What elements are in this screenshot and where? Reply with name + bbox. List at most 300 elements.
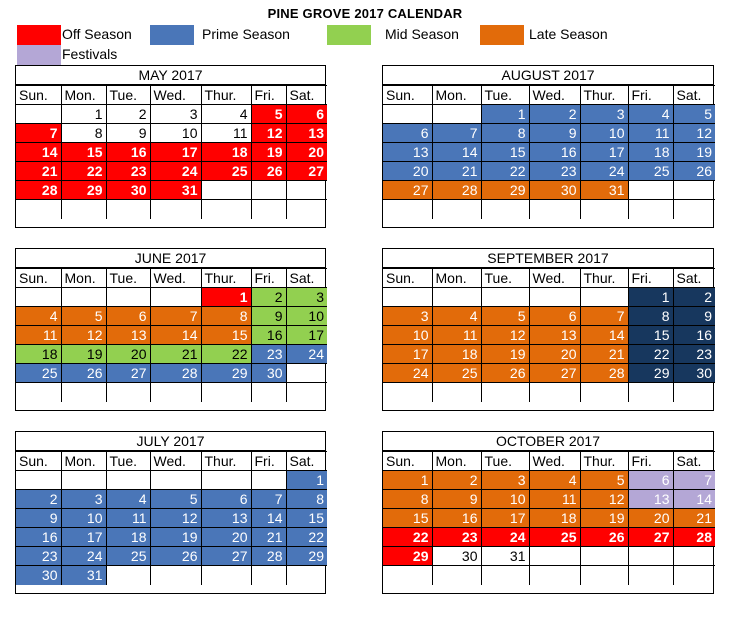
- day-cell: 29: [628, 364, 673, 383]
- month-title: AUGUST 2017: [383, 66, 713, 85]
- empty-cell: [432, 566, 481, 585]
- day-cell: 6: [286, 105, 327, 124]
- empty-cell: [481, 566, 529, 585]
- weekday-header-thu: Thur.: [580, 452, 628, 471]
- day-cell: 12: [150, 509, 201, 528]
- legend-swatch: [150, 25, 194, 45]
- day-cell: 29: [201, 364, 251, 383]
- day-cell: 22: [383, 528, 432, 547]
- calendar-june: [15, 248, 326, 411]
- day-cell: 5: [673, 105, 715, 124]
- weekday-header-thu: Thur.: [201, 86, 251, 105]
- empty-cell: [529, 288, 580, 307]
- weekday-header-fri: Fri.: [251, 452, 286, 471]
- day-cell: 28: [673, 528, 715, 547]
- month-grid: [16, 85, 327, 219]
- day-cell: 7: [150, 307, 201, 326]
- week-row: [16, 566, 327, 585]
- weekday-header-mon: Mon.: [61, 452, 106, 471]
- weekday-header-fri: Fri.: [251, 86, 286, 105]
- day-cell: 8: [61, 124, 106, 143]
- day-cell: 6: [628, 471, 673, 490]
- week-row: [16, 105, 327, 124]
- day-cell: 22: [481, 162, 529, 181]
- calendar-august: [382, 65, 714, 228]
- empty-cell: [580, 547, 628, 566]
- day-cell: 5: [481, 307, 529, 326]
- day-cell: 17: [580, 143, 628, 162]
- day-cell: 3: [150, 105, 201, 124]
- legend-label: Prime Season: [202, 26, 290, 42]
- weekday-header-wed: Wed.: [529, 269, 580, 288]
- day-cell: 20: [286, 143, 327, 162]
- weekday-header-row: [383, 269, 715, 288]
- empty-cell: [580, 200, 628, 219]
- empty-cell: [628, 200, 673, 219]
- empty-cell: [201, 566, 251, 585]
- day-cell: 25: [106, 547, 150, 566]
- week-row: [383, 509, 715, 528]
- day-cell: 23: [673, 345, 715, 364]
- day-cell: 27: [201, 547, 251, 566]
- week-row: [383, 162, 715, 181]
- day-cell: 18: [432, 345, 481, 364]
- month-grid: [16, 268, 327, 402]
- day-cell: 24: [61, 547, 106, 566]
- empty-cell: [16, 105, 61, 124]
- week-row: [16, 547, 327, 566]
- week-row: [383, 200, 715, 219]
- day-cell: 22: [286, 528, 327, 547]
- day-cell: 18: [201, 143, 251, 162]
- empty-cell: [61, 200, 106, 219]
- day-cell: 31: [61, 566, 106, 585]
- weekday-header-wed: Wed.: [150, 86, 201, 105]
- legend-swatch: [327, 25, 371, 45]
- day-cell: 8: [286, 490, 327, 509]
- week-row: [383, 143, 715, 162]
- empty-cell: [580, 383, 628, 402]
- week-row: [16, 490, 327, 509]
- day-cell: 6: [529, 307, 580, 326]
- empty-cell: [529, 200, 580, 219]
- empty-cell: [286, 364, 327, 383]
- weekday-header-mon: Mon.: [61, 269, 106, 288]
- day-cell: 10: [481, 490, 529, 509]
- weekday-header-sun: Sun.: [383, 269, 432, 288]
- day-cell: 30: [106, 181, 150, 200]
- weekday-header-row: [383, 86, 715, 105]
- weekday-header-tue: Tue.: [481, 452, 529, 471]
- week-row: [383, 566, 715, 585]
- calendar-september: [382, 248, 714, 411]
- empty-cell: [251, 383, 286, 402]
- day-cell: 13: [383, 143, 432, 162]
- month-grid: [383, 268, 715, 402]
- day-cell: 31: [481, 547, 529, 566]
- weekday-header-thu: Thur.: [580, 86, 628, 105]
- month-title: SEPTEMBER 2017: [383, 249, 713, 268]
- day-cell: 19: [481, 345, 529, 364]
- calendar-july: [15, 431, 326, 594]
- day-cell: 8: [201, 307, 251, 326]
- legend-item-mid-season: [327, 25, 477, 45]
- day-cell: 10: [580, 124, 628, 143]
- day-cell: 17: [481, 509, 529, 528]
- empty-cell: [580, 288, 628, 307]
- empty-cell: [106, 200, 150, 219]
- day-cell: 21: [251, 528, 286, 547]
- weekday-header-sat: Sat.: [286, 269, 327, 288]
- legend-label: Mid Season: [385, 26, 459, 42]
- week-row: [383, 124, 715, 143]
- legend-label: Off Season: [62, 26, 132, 42]
- day-cell: 12: [673, 124, 715, 143]
- weekday-header-sat: Sat.: [673, 269, 715, 288]
- day-cell: 17: [150, 143, 201, 162]
- weekday-header-row: [383, 452, 715, 471]
- weekday-header-thu: Thur.: [580, 269, 628, 288]
- week-row: [16, 345, 327, 364]
- empty-cell: [673, 200, 715, 219]
- week-row: [16, 528, 327, 547]
- day-cell: 21: [16, 162, 61, 181]
- empty-cell: [383, 200, 432, 219]
- day-cell: 19: [61, 345, 106, 364]
- day-cell: 9: [251, 307, 286, 326]
- day-cell: 23: [251, 345, 286, 364]
- day-cell: 29: [61, 181, 106, 200]
- weekday-header-tue: Tue.: [106, 269, 150, 288]
- day-cell: 7: [432, 124, 481, 143]
- empty-cell: [432, 105, 481, 124]
- empty-cell: [432, 288, 481, 307]
- week-row: [16, 124, 327, 143]
- weekday-header-tue: Tue.: [481, 86, 529, 105]
- weekday-header-sat: Sat.: [673, 452, 715, 471]
- day-cell: 9: [529, 124, 580, 143]
- empty-cell: [251, 471, 286, 490]
- day-cell: 20: [201, 528, 251, 547]
- empty-cell: [150, 200, 201, 219]
- day-cell: 13: [106, 326, 150, 345]
- day-cell: 18: [16, 345, 61, 364]
- day-cell: 14: [580, 326, 628, 345]
- day-cell: 26: [251, 162, 286, 181]
- day-cell: 24: [150, 162, 201, 181]
- day-cell: 7: [580, 307, 628, 326]
- day-cell: 22: [201, 345, 251, 364]
- day-cell: 5: [61, 307, 106, 326]
- day-cell: 19: [251, 143, 286, 162]
- empty-cell: [150, 471, 201, 490]
- day-cell: 4: [628, 105, 673, 124]
- day-cell: 19: [150, 528, 201, 547]
- empty-cell: [61, 288, 106, 307]
- week-row: [16, 288, 327, 307]
- day-cell: 15: [61, 143, 106, 162]
- day-cell: 15: [628, 326, 673, 345]
- day-cell: 14: [673, 490, 715, 509]
- week-row: [383, 288, 715, 307]
- empty-cell: [150, 288, 201, 307]
- day-cell: 1: [481, 105, 529, 124]
- weekday-header-thu: Thur.: [201, 452, 251, 471]
- day-cell: 22: [61, 162, 106, 181]
- day-cell: 10: [286, 307, 327, 326]
- day-cell: 30: [16, 566, 61, 585]
- weekday-header-row: [16, 452, 327, 471]
- empty-cell: [150, 566, 201, 585]
- week-row: [383, 490, 715, 509]
- empty-cell: [383, 105, 432, 124]
- weekday-header-mon: Mon.: [61, 86, 106, 105]
- week-row: [16, 383, 327, 402]
- week-row: [383, 326, 715, 345]
- day-cell: 27: [286, 162, 327, 181]
- empty-cell: [106, 288, 150, 307]
- empty-cell: [628, 383, 673, 402]
- day-cell: 3: [481, 471, 529, 490]
- weekday-header-mon: Mon.: [432, 452, 481, 471]
- day-cell: 2: [106, 105, 150, 124]
- day-cell: 28: [16, 181, 61, 200]
- empty-cell: [106, 383, 150, 402]
- day-cell: 7: [251, 490, 286, 509]
- month-title: JULY 2017: [16, 432, 325, 451]
- day-cell: 4: [201, 105, 251, 124]
- day-cell: 11: [16, 326, 61, 345]
- weekday-header-sun: Sun.: [383, 86, 432, 105]
- day-cell: 19: [580, 509, 628, 528]
- day-cell: 14: [432, 143, 481, 162]
- day-cell: 10: [383, 326, 432, 345]
- day-cell: 30: [432, 547, 481, 566]
- empty-cell: [673, 547, 715, 566]
- day-cell: 16: [106, 143, 150, 162]
- week-row: [383, 528, 715, 547]
- day-cell: 12: [251, 124, 286, 143]
- week-row: [16, 364, 327, 383]
- weekday-header-sun: Sun.: [16, 86, 61, 105]
- day-cell: 25: [432, 364, 481, 383]
- day-cell: 19: [673, 143, 715, 162]
- empty-cell: [251, 181, 286, 200]
- day-cell: 8: [628, 307, 673, 326]
- week-row: [16, 200, 327, 219]
- day-cell: 28: [432, 181, 481, 200]
- day-cell: 5: [580, 471, 628, 490]
- day-cell: 4: [106, 490, 150, 509]
- empty-cell: [383, 566, 432, 585]
- day-cell: 17: [286, 326, 327, 345]
- weekday-header-row: [16, 269, 327, 288]
- empty-cell: [201, 200, 251, 219]
- day-cell: 6: [201, 490, 251, 509]
- day-cell: 1: [61, 105, 106, 124]
- day-cell: 16: [432, 509, 481, 528]
- weekday-header-row: [16, 86, 327, 105]
- day-cell: 8: [383, 490, 432, 509]
- empty-cell: [61, 471, 106, 490]
- day-cell: 28: [251, 547, 286, 566]
- empty-cell: [628, 566, 673, 585]
- day-cell: 14: [150, 326, 201, 345]
- day-cell: 15: [201, 326, 251, 345]
- day-cell: 1: [383, 471, 432, 490]
- empty-cell: [201, 181, 251, 200]
- weekday-header-sun: Sun.: [383, 452, 432, 471]
- day-cell: 26: [150, 547, 201, 566]
- week-row: [383, 364, 715, 383]
- day-cell: 15: [286, 509, 327, 528]
- day-cell: 26: [61, 364, 106, 383]
- month-grid: [16, 451, 327, 585]
- weekday-header-mon: Mon.: [432, 269, 481, 288]
- weekday-header-thu: Thur.: [201, 269, 251, 288]
- day-cell: 20: [628, 509, 673, 528]
- day-cell: 30: [251, 364, 286, 383]
- week-row: [383, 345, 715, 364]
- week-row: [383, 383, 715, 402]
- weekday-header-wed: Wed.: [150, 452, 201, 471]
- empty-cell: [106, 471, 150, 490]
- empty-cell: [383, 288, 432, 307]
- weekday-header-fri: Fri.: [628, 269, 673, 288]
- week-row: [383, 307, 715, 326]
- legend-item-festivals: [17, 45, 147, 65]
- month-title: MAY 2017: [16, 66, 325, 85]
- day-cell: 30: [529, 181, 580, 200]
- day-cell: 26: [481, 364, 529, 383]
- legend-swatch: [17, 25, 61, 45]
- week-row: [383, 181, 715, 200]
- day-cell: 9: [16, 509, 61, 528]
- day-cell: 11: [628, 124, 673, 143]
- empty-cell: [201, 471, 251, 490]
- day-cell: 5: [251, 105, 286, 124]
- day-cell: 18: [106, 528, 150, 547]
- day-cell: 25: [628, 162, 673, 181]
- day-cell: 26: [580, 528, 628, 547]
- page-title: PINE GROVE 2017 CALENDAR: [267, 6, 463, 21]
- day-cell: 4: [432, 307, 481, 326]
- empty-cell: [286, 566, 327, 585]
- day-cell: 31: [150, 181, 201, 200]
- calendar-may: [15, 65, 326, 228]
- day-cell: 14: [251, 509, 286, 528]
- empty-cell: [580, 566, 628, 585]
- weekday-header-sun: Sun.: [16, 452, 61, 471]
- legend-label: Festivals: [62, 46, 118, 62]
- empty-cell: [286, 181, 327, 200]
- empty-cell: [432, 200, 481, 219]
- day-cell: 23: [16, 547, 61, 566]
- empty-cell: [481, 288, 529, 307]
- week-row: [16, 471, 327, 490]
- day-cell: 24: [481, 528, 529, 547]
- weekday-header-fri: Fri.: [628, 86, 673, 105]
- week-row: [16, 509, 327, 528]
- day-cell: 11: [106, 509, 150, 528]
- day-cell: 27: [628, 528, 673, 547]
- day-cell: 13: [286, 124, 327, 143]
- day-cell: 11: [529, 490, 580, 509]
- day-cell: 9: [432, 490, 481, 509]
- day-cell: 13: [529, 326, 580, 345]
- empty-cell: [286, 200, 327, 219]
- empty-cell: [673, 566, 715, 585]
- day-cell: 31: [580, 181, 628, 200]
- day-cell: 14: [16, 143, 61, 162]
- day-cell: 2: [251, 288, 286, 307]
- empty-cell: [251, 200, 286, 219]
- legend-item-off-season: [17, 25, 147, 45]
- day-cell: 2: [16, 490, 61, 509]
- empty-cell: [529, 547, 580, 566]
- day-cell: 28: [150, 364, 201, 383]
- legend-swatch: [480, 25, 524, 45]
- day-cell: 28: [580, 364, 628, 383]
- day-cell: 3: [61, 490, 106, 509]
- month-title: OCTOBER 2017: [383, 432, 713, 451]
- day-cell: 12: [580, 490, 628, 509]
- weekday-header-wed: Wed.: [150, 269, 201, 288]
- empty-cell: [201, 383, 251, 402]
- weekday-header-sat: Sat.: [673, 86, 715, 105]
- day-cell: 9: [106, 124, 150, 143]
- week-row: [16, 326, 327, 345]
- day-cell: 7: [16, 124, 61, 143]
- day-cell: 21: [150, 345, 201, 364]
- empty-cell: [251, 566, 286, 585]
- weekday-header-wed: Wed.: [529, 452, 580, 471]
- weekday-header-sat: Sat.: [286, 452, 327, 471]
- empty-cell: [16, 471, 61, 490]
- day-cell: 3: [383, 307, 432, 326]
- empty-cell: [61, 383, 106, 402]
- day-cell: 1: [201, 288, 251, 307]
- empty-cell: [673, 181, 715, 200]
- weekday-header-fri: Fri.: [251, 269, 286, 288]
- day-cell: 29: [481, 181, 529, 200]
- day-cell: 25: [529, 528, 580, 547]
- day-cell: 12: [61, 326, 106, 345]
- day-cell: 26: [673, 162, 715, 181]
- empty-cell: [16, 383, 61, 402]
- empty-cell: [16, 288, 61, 307]
- empty-cell: [673, 383, 715, 402]
- legend-item-late-season: [480, 25, 630, 45]
- day-cell: 20: [106, 345, 150, 364]
- day-cell: 25: [16, 364, 61, 383]
- weekday-header-mon: Mon.: [432, 86, 481, 105]
- week-row: [16, 162, 327, 181]
- day-cell: 16: [673, 326, 715, 345]
- day-cell: 4: [529, 471, 580, 490]
- month-grid: [383, 451, 715, 585]
- legend-swatch: [17, 45, 61, 65]
- day-cell: 8: [481, 124, 529, 143]
- empty-cell: [481, 383, 529, 402]
- day-cell: 27: [529, 364, 580, 383]
- day-cell: 3: [286, 288, 327, 307]
- day-cell: 24: [580, 162, 628, 181]
- day-cell: 16: [16, 528, 61, 547]
- day-cell: 9: [673, 307, 715, 326]
- day-cell: 12: [481, 326, 529, 345]
- weekday-header-tue: Tue.: [481, 269, 529, 288]
